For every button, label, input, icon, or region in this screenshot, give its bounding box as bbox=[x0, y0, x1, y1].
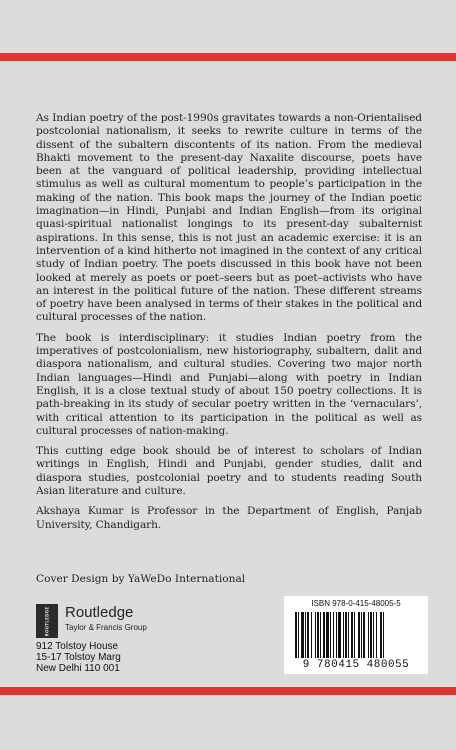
cover-design-credit: Cover Design by YaWeDo International bbox=[36, 573, 246, 585]
isbn-label: ISBN 978-0-415-48005-5 bbox=[311, 599, 401, 608]
blurb-paragraph-1: As Indian poetry of the post-1990s gravitates towards a non-Orientalised postcolonial nationalism, it seeks to rewrite culture in terms of the dissent of the subaltern discontents of its nation. From the medieval Bhakti movement to the present-day Naxalite discourse, poets have been at the vanguard of political leadership, providing intellectual stimulus as well as cultural momentum to people’s participation in the making of the nation. This book maps the journey of the Indian poetic imagination—in Hindi, Punjabi and Indian English—from its original quasi-spiritual nationalist longings to its present-day subalternist aspirations. In this sense, this is not just an academic exercise: it is an intervention of a kind hitherto not imagined in the context of any critical study of Indian poetry. The poets discussed in this book have not been looked at merely as poets or poet–seers but as poet–activists who have an interest in the political future of the nation. These different streams of poetry have been analysed in terms of their stakes in the political and cultural processes of the nation. bbox=[36, 112, 422, 324]
publisher-group: Taylor & Francis Group bbox=[65, 623, 147, 632]
back-cover-blurb bbox=[36, 112, 422, 539]
publisher-logo bbox=[36, 604, 216, 644]
address-line-1: 912 Tolstoy House bbox=[36, 641, 119, 652]
address-line-3: New Delhi 110 001 bbox=[36, 663, 120, 674]
routledge-mark-icon: ROUTLEDGE bbox=[36, 604, 58, 638]
barcode-bars-icon bbox=[293, 612, 419, 658]
top-red-stripe bbox=[0, 53, 456, 61]
publisher-name: Routledge bbox=[65, 604, 134, 621]
publisher-address bbox=[36, 641, 121, 674]
barcode-digits: 9 780415 480055 bbox=[302, 659, 410, 671]
isbn-barcode bbox=[284, 596, 428, 674]
blurb-paragraph-3: This cutting edge book should be of interest to scholars of Indian writings in English, Hindi and Punjabi, gender studies, dalit and diaspora studies, postcolonial poetry and to students reading South Asian literature and culture. bbox=[36, 445, 422, 498]
bottom-red-stripe bbox=[0, 687, 456, 695]
address-line-2: 15-17 Tolstoy Marg bbox=[36, 652, 121, 663]
blurb-paragraph-2: The book is interdisciplinary: it studies Indian poetry from the imperatives of postcolonialism, new historiography, subaltern, dalit and diaspora nationalism, and cultural studies. Covering two major north Indian languages—Hindi and Punjabi—along with poetry in Indian English, it is a close textual study of about 150 poetry collections. It is path-breaking in its study of secular poetry written in the ‘vernaculars’, with critical attention to its participation in the political as well as cultural processes of nation-making. bbox=[36, 331, 422, 437]
author-bio: Akshaya Kumar is Professor in the Department of English, Panjab University, Chandigarh. bbox=[36, 505, 422, 531]
